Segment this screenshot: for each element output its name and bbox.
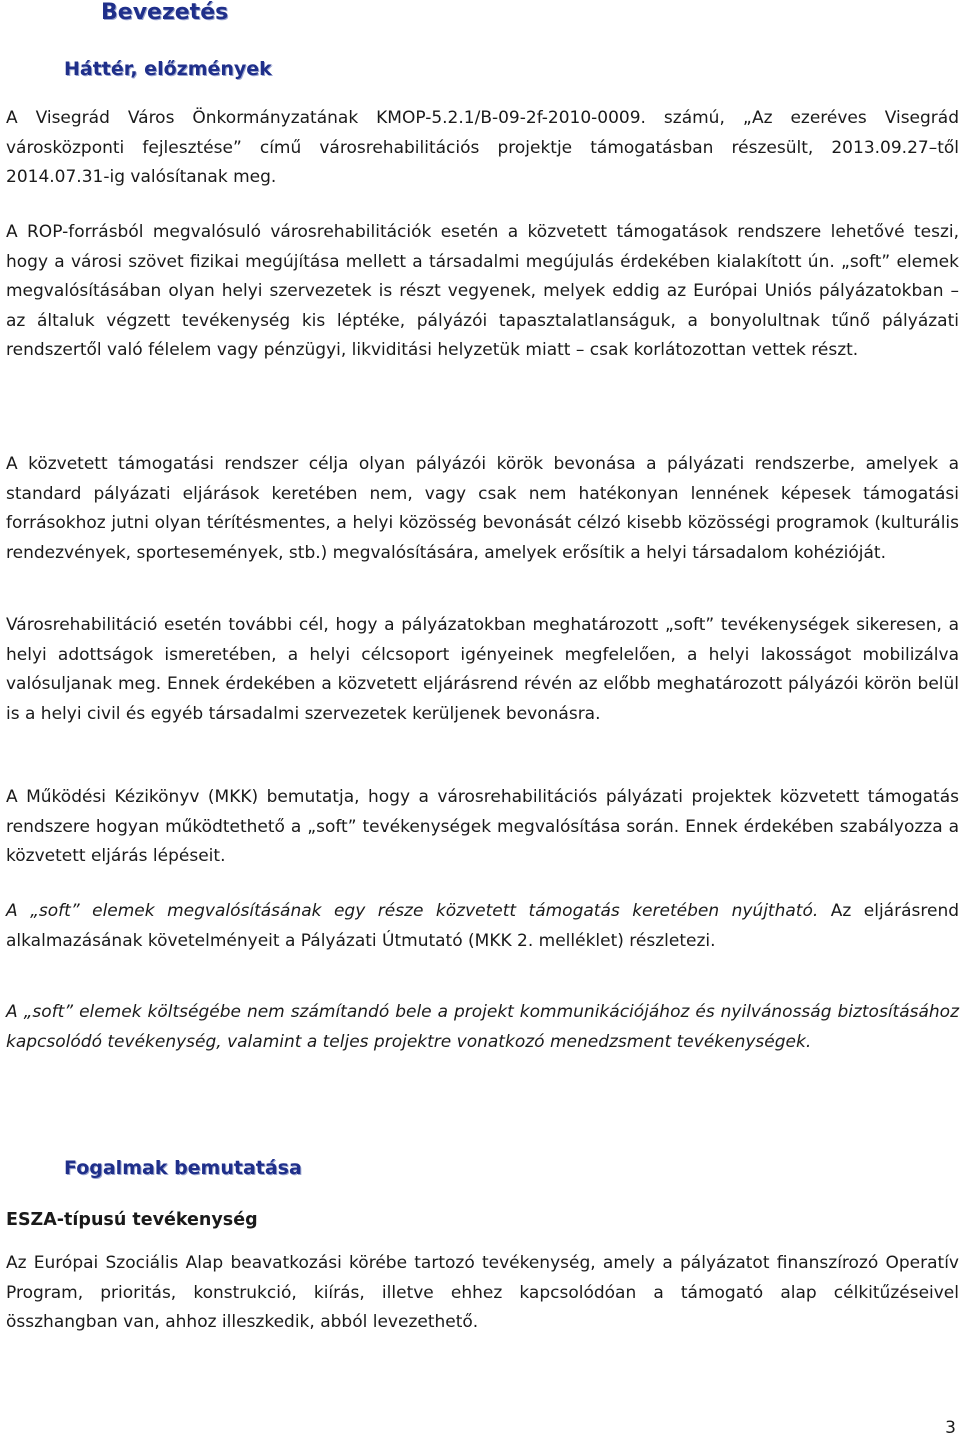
paragraph-esza: Az Európai Szociális Alap beavatkozási körébe tartozó tevékenység, amely a pályázatot finanszírozó Operatív Program, prioritás, konstrukció, kiírás, illetve ehhez kapcsolódóan a támogató alap célkitűzéseivel összhangban van, ahhoz illeszkedik, abból levezethető. — [6, 1253, 959, 1332]
section-heading-fogalmak: Fogalmak bemutatása — [64, 1157, 302, 1179]
paragraph-intro: A Visegrád Város Önkormányzatának KMOP-5.2.1/B-09-2f-2010-0009. számú, „Az ezeréves Visegrád városközponti fejlesztése” című városrehabilitációs projektje támogatásban részesült, 2013.09.27–től 2014.07.31-ig valósítanak meg. — [6, 108, 959, 187]
paragraph-soft-elemek — [6, 897, 959, 956]
paragraph-soft-elemek-italic: A „soft” elemek megvalósításának egy része közvetett támogatás keretében nyújtható. — [6, 901, 819, 921]
paragraph-rop: A ROP-forrásból megvalósuló városrehabilitációk esetén a közvetett támogatások rendszere lehetővé teszi, hogy a városi szövet fizikai megújítása mellett a társadalmi megújulás érdekében kialakított ún. „soft” elemek megvalósításában olyan helyi szervezetek is részt vegyenek, melyek eddig az Európai Uniós pályázatokban – az általuk végzett tevékenység kis léptéke, pályázói tapasztalatlanságuk, a bonyolultnak tűnő pályázati rendszertől való félelem vagy pénzügyi, likviditási helyzetük miatt – csak korlátozottan vettek részt. — [6, 222, 959, 360]
subheading-esza: ESZA-típusú tevékenység — [6, 1210, 258, 1230]
paragraph-varosrehabilitacio: Városrehabilitáció esetén további cél, hogy a pályázatokban meghatározott „soft” tevékenységek sikeresen, a helyi adottságok ismeretében, a helyi célcsoport igényeinek megfelelően, a helyi lakosságot mobilizálva valósuljanak meg. Ennek érdekében a közvetett eljárásrend révén az előbb meghatározott pályázói körön belül is a helyi civil és egyéb társadalmi szervezetek kerüljenek bevonásra. — [6, 615, 959, 724]
page-number: 3 — [945, 1418, 956, 1438]
paragraph-soft-elemek-rest: Az eljárásrend alkalmazásának követelményeit a Pályázati Útmutató (MKK 2. melléklet) részletezi. — [6, 901, 960, 951]
subsection-heading-hatter: Háttér, előzmények — [64, 58, 272, 80]
paragraph-kozvetett-cel: A közvetett támogatási rendszer célja olyan pályázói körök bevonása a pályázati rendszerbe, amelyek a standard pályázati eljárások keretében nem, vagy csak nem hatékonyan lennének képesek támogatási forrásokhoz jutni olyan térítésmentes, a helyi közösség bevonását célzó kisebb közösségi programok (kulturális rendezvények, sportesemények, stb.) megvalósítására, amelyek erősítik a helyi társadalom kohézióját. — [6, 454, 959, 563]
paragraph-mkk: A Működési Kézikönyv (MKK) bemutatja, hogy a városrehabilitációs pályázati projektek közvetett támogatás rendszere hogyan működtethető a „soft” tevékenységek megvalósítása során. Ennek érdekében szabályozza a közvetett eljárás lépéseit. — [6, 787, 959, 866]
section-heading-bevezetes: Bevezetés — [101, 0, 229, 25]
paragraph-soft-koltseg: A „soft” elemek költségébe nem számítandó bele a projekt kommunikációjához és nyilvánosság biztosításához kapcsolódó tevékenység, valamint a teljes projektre vonatkozó menedzsment tevékenységek. — [6, 1002, 959, 1052]
